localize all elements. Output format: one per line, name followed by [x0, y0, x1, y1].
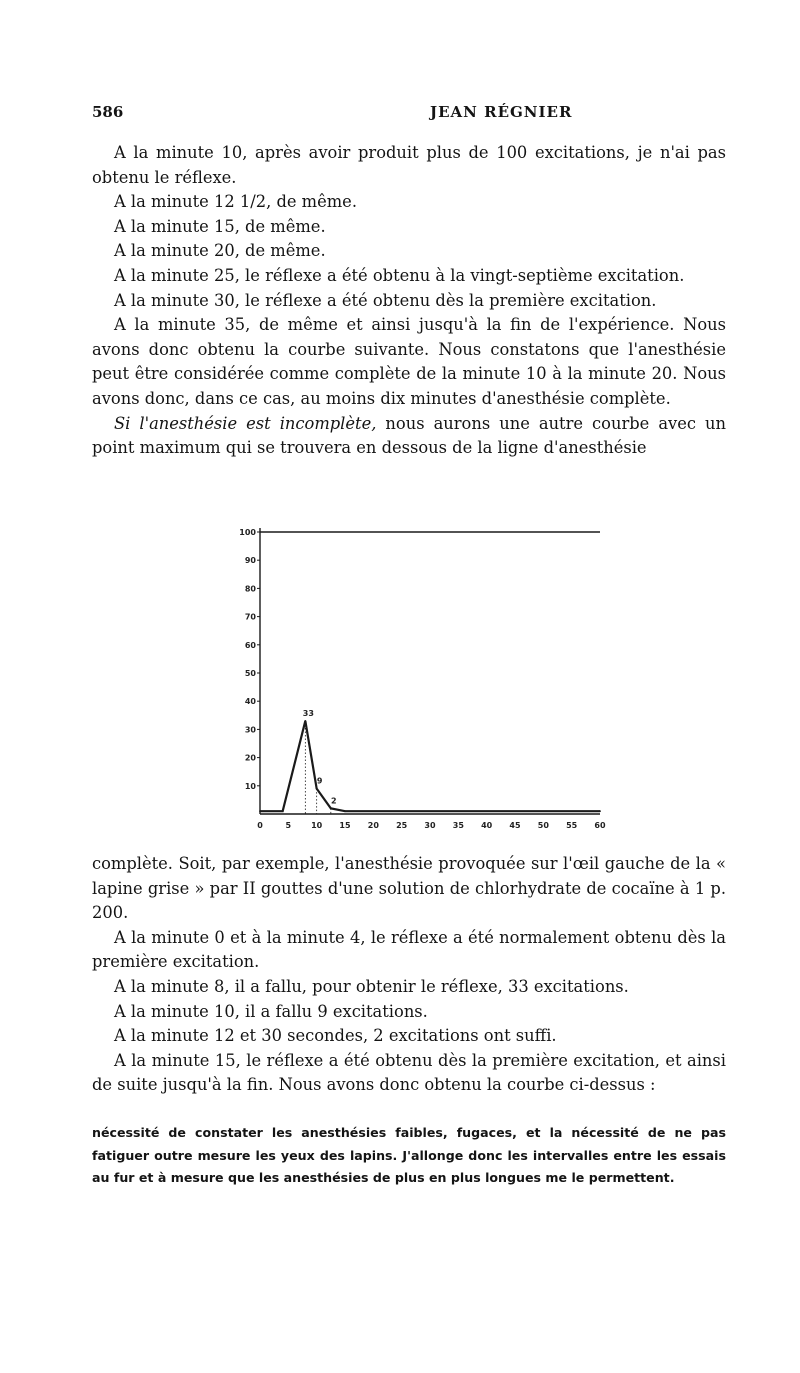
- paragraph: A la minute 10, il a fallu 9 excitations.: [114, 1001, 428, 1021]
- point-label: 2: [331, 796, 337, 806]
- x-tick-label: 20: [367, 821, 379, 830]
- paragraph: complète. Soit, par exemple, l'anesthésie provoquée sur l'œil gauche de la « lapine grise » par II gouttes d'une solution de chlorhydrate de cocaïne à 1 p. 200.: [92, 854, 726, 923]
- y-tick-label: 60: [244, 640, 256, 650]
- data-point: [599, 810, 601, 812]
- x-tick-label: 60: [594, 821, 606, 830]
- page-number: 586: [92, 103, 124, 121]
- y-tick-label: 50: [244, 669, 256, 678]
- paragraph: A la minute 35, de même et ainsi jusqu'à la fin de l'expérience. Nous avons donc obtenu la courbe suivante. Nous constatons que l'anesthésie peut être considérée comme complète de la minute 10 à la minute 20. Nous avons donc, dans ce cas, au moins dix minutes d'anesthésie complète.: [92, 315, 726, 408]
- y-tick-label: 10: [244, 781, 256, 791]
- body-text-bottom: [92, 852, 726, 1098]
- data-point: [259, 810, 261, 812]
- paragraph: A la minute 15, de même.: [114, 216, 326, 236]
- italic-lead: Si l'anesthésie est incomplète,: [114, 413, 377, 433]
- point-label: 9: [316, 776, 323, 786]
- body-text-top: [92, 141, 726, 461]
- x-tick-label: 25: [396, 821, 408, 830]
- paragraph: A la minute 25, le réflexe a été obtenu à la vingt-septième excitation.: [114, 265, 685, 285]
- paragraph: A la minute 15, le réflexe a été obtenu dès la première excitation, et ainsi de suite jusqu'à la fin. Nous avons donc obtenu la courbe ci-dessus :: [92, 1050, 726, 1095]
- paragraph: A la minute 10, après avoir produit plus de 100 excitations, je n'ai pas obtenu le réflexe.: [92, 143, 726, 187]
- series-line: [260, 721, 600, 811]
- y-tick-label: 80: [244, 584, 256, 594]
- y-tick-label: 30: [244, 725, 256, 735]
- footnote: nécessité de constater les anesthésies faibles, fugaces, et la nécessité de ne pas fatiguer outre mesure les yeux des lapins. J'allonge donc les intervalles entre les essais au fur et à mesure que les anesthésies de plus en plus longues me le permettent.: [92, 1125, 726, 1185]
- y-tick-label: 90: [244, 556, 256, 566]
- point-label: 33: [302, 708, 314, 718]
- x-tick-label: 50: [537, 821, 549, 830]
- paragraph: A la minute 0 et à la minute 4, le réflexe a été normalement obtenu dès la première excitation.: [92, 927, 726, 972]
- x-tick-label: 55: [566, 821, 578, 830]
- paragraph-rest: nous aurons une autre courbe avec un point maximum qui se trouvera en dessous de la ligne d'anesthésie: [92, 413, 726, 458]
- paragraph: A la minute 8, il a fallu, pour obtenir le réflexe, 33 excitations.: [114, 976, 629, 996]
- y-tick-label: 20: [244, 753, 256, 763]
- x-tick-label: 15: [339, 821, 351, 830]
- data-point: [344, 810, 346, 812]
- x-tick-label: 30: [424, 821, 436, 830]
- paragraph: A la minute 20, de même.: [114, 241, 326, 261]
- data-point: [282, 810, 284, 812]
- x-tick-label: 5: [285, 821, 292, 830]
- paragraph: A la minute 30, le réflexe a été obtenu dès la première excitation.: [114, 290, 657, 310]
- page-header: [92, 103, 732, 127]
- paragraph: A la minute 12 et 30 secondes, 2 excitations ont suffi.: [114, 1026, 557, 1046]
- anesthesia-curve-chart: [220, 518, 620, 833]
- y-tick-label: 100: [239, 528, 256, 537]
- x-tick-label: 10: [311, 821, 323, 830]
- paragraph: A la minute 12 1/2, de même.: [114, 192, 357, 212]
- x-tick-label: 45: [509, 821, 521, 830]
- x-tick-label: 35: [452, 821, 464, 830]
- y-tick-label: 70: [244, 612, 256, 622]
- y-tick-label: 40: [244, 697, 256, 707]
- paragraph-incomplete: [92, 412, 726, 461]
- x-tick-label: 0: [257, 821, 263, 830]
- running-title: JEAN RÉGNIER: [430, 103, 573, 121]
- x-tick-label: 40: [481, 821, 493, 830]
- chart-svg: [220, 518, 620, 833]
